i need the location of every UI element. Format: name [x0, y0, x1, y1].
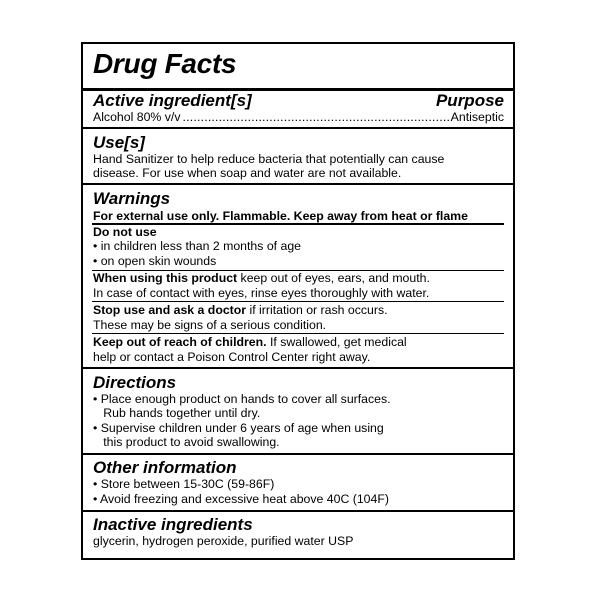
inactive-ingredients-heading: Inactive ingredients [93, 515, 253, 534]
divider [83, 367, 513, 369]
divider [83, 510, 513, 512]
drug-facts-panel [81, 42, 515, 560]
other-information-line: • Store between 15-30C (59-86F) [93, 477, 275, 491]
when-using-line2: In case of contact with eyes, rinse eyes thoroughly with water. [93, 286, 430, 300]
stop-use-lead: Stop use and ask a doctor [93, 303, 247, 317]
active-ingredient-heading: Active ingredient[s] [93, 91, 252, 110]
directions-heading: Directions [93, 373, 177, 392]
do-not-use-heading: Do not use [93, 225, 157, 239]
when-using-lead: When using this product [93, 271, 238, 285]
divider [92, 333, 504, 334]
divider [83, 453, 513, 455]
do-not-use-item: • in children less than 2 months of age [93, 239, 302, 253]
purpose-value: Antiseptic [450, 110, 504, 124]
divider [92, 301, 504, 302]
uses-heading: Use[s] [93, 133, 145, 152]
keep-out-line2: help or contact a Poison Control Center right away. [93, 350, 371, 364]
divider [83, 127, 513, 129]
directions-line: Rub hands together until dry. [93, 406, 261, 420]
other-information-line: • Avoid freezing and excessive heat above 40C (104F) [93, 492, 389, 506]
stop-use-line2: These may be signs of a serious condition. [93, 318, 327, 332]
stop-use-warning [93, 303, 505, 317]
keep-out-text: If swallowed, get medical [266, 335, 407, 349]
other-information-heading: Other information [93, 458, 237, 477]
when-using-text: keep out of eyes, ears, and mouth. [237, 271, 430, 285]
do-not-use-item: • on open skin wounds [93, 254, 217, 268]
warnings-heading: Warnings [93, 189, 171, 208]
page-title: Drug Facts [93, 48, 237, 79]
keep-out-warning [93, 335, 505, 349]
directions-line: • Supervise children under 6 years of age when using [93, 421, 384, 435]
active-ingredient-row [93, 110, 504, 124]
uses-line: Hand Sanitizer to help reduce bacteria that potentially can cause [93, 152, 445, 166]
directions-line: • Place enough product on hands to cover all surfaces. [93, 392, 391, 406]
keep-out-lead: Keep out of reach of children. [93, 335, 267, 349]
purpose-heading: Purpose [435, 91, 504, 110]
inactive-ingredients-text: glycerin, hydrogen peroxide, purified water USP [93, 534, 354, 548]
active-ingredient: Alcohol 80% v/v [93, 110, 181, 124]
directions-line: this product to avoid swallowing. [93, 435, 280, 449]
dot-leader [183, 110, 449, 124]
when-using-warning [93, 271, 505, 285]
stop-use-text: if irritation or rash occurs. [246, 303, 388, 317]
uses-line: disease. For use when soap and water are not available. [93, 166, 402, 180]
external-use-warning: For external use only. Flammable. Keep away from heat or flame [93, 209, 468, 223]
divider [83, 183, 513, 185]
